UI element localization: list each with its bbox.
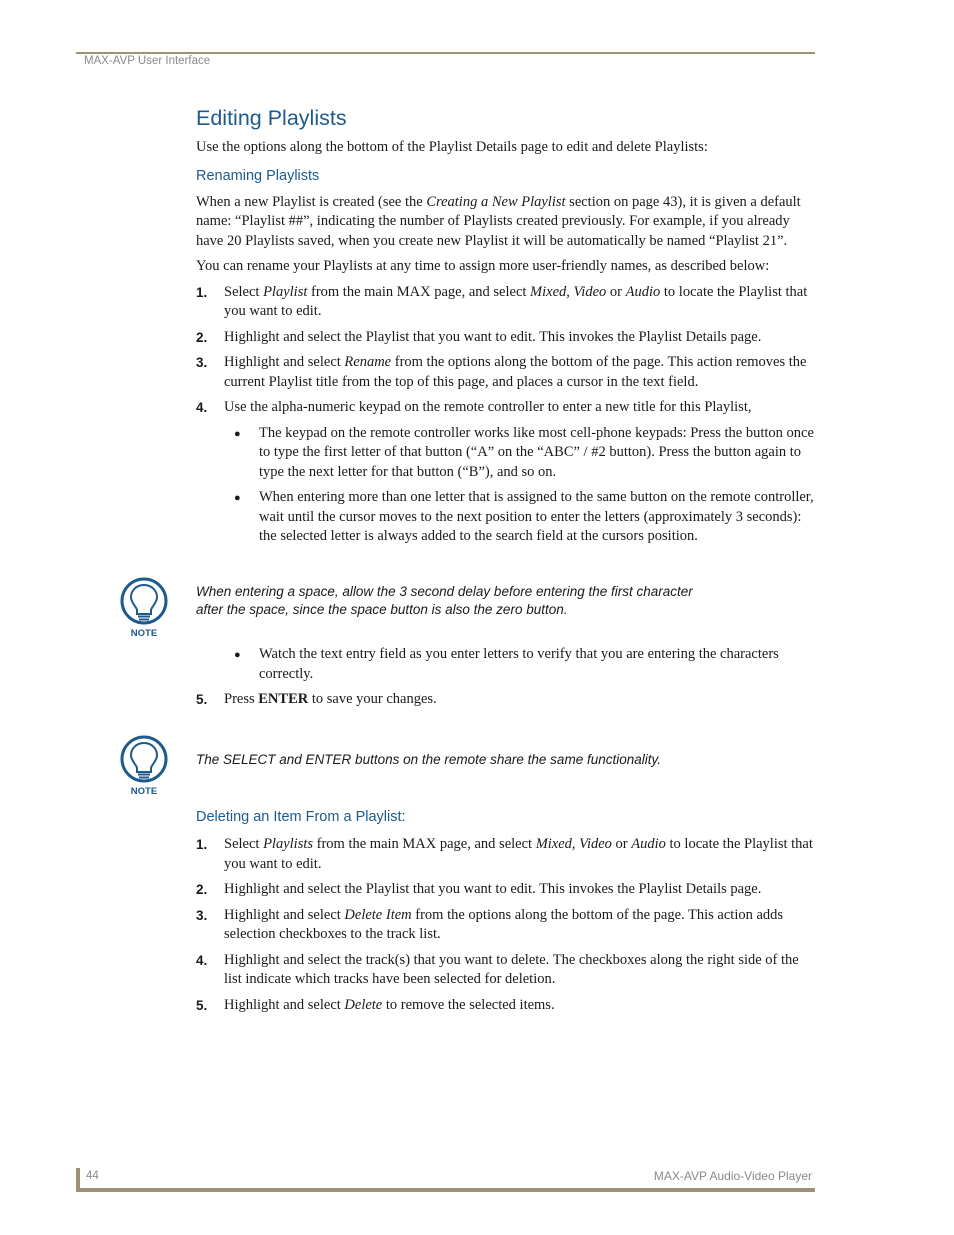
delete-step-2: 2. Highlight and select the Playlist that you want to edit. This invokes the Playlist Details page. [196,881,762,897]
heading-deleting: Deleting an Item From a Playlist: [196,809,406,825]
rename-step-2: 2. Highlight and select the Playlist that you want to edit. This invokes the Playlist Details page. [196,328,762,345]
list-item: ● The keypad on the remote controller works like most cell-phone keypads: Press the button once to type the first letter of that button (“A” on the “ABC” / #2 button). Press the button again to type the next letter for that button (“B”), and so on. [234,424,816,483]
page-number: 44 [86,1170,99,1182]
header-rule [76,52,815,54]
note-label: NOTE [130,628,158,639]
renaming-paragraph-1: When a new Playlist is created (see the Creating a New Playlist section on page 43), it is given a default name: “Playlist ##”, indicating the number of Playlists created previously. For example, if you already have 20 Playlists saved, when you create new Playlist it will be automatically be named “Playlist 21”. [196,193,801,249]
note-1-text: When entering a space, allow the 3 second delay before entering the first character after the space, since the space button is also the zero button. [196,584,693,617]
deleting-section [196,807,816,1015]
rename-step-5: 5. Press ENTER to save your changes. [196,691,437,707]
rename-step-3: 3. Highlight and select Rename from the options along the bottom of the page. This action removes the current Playlist title from the top of this page, and places a cursor in the text field. [196,354,807,390]
note-label: NOTE [130,786,158,797]
rename-step-4: 4. Use the alpha-numeric keypad on the remote controller to enter a new title for this Playlist, [196,399,752,415]
bullet-icon: ● [234,427,241,440]
intro-paragraph: Use the options along the bottom of the Playlist Details page to edit and delete Playlists: [196,139,708,155]
delete-step-1: 1. Select Playlists from the main MAX page, and select Mixed, Video or Audio to locate the Playlist that you want to edit. [196,836,813,872]
delete-step-5: 5. Highlight and select Delete to remove the selected items. [196,996,555,1013]
bullet-icon: ● [234,649,241,661]
list-item: ● Watch the text entry field as you enter letters to verify that you are entering the characters correctly. [234,645,816,684]
note-2-text: The SELECT and ENTER buttons on the remote share the same functionality. [196,752,661,767]
running-header: MAX-AVP User Interface [84,55,211,67]
footer-rule [76,1188,815,1192]
main-content [196,104,816,547]
continued-content [196,645,816,710]
rename-step-1: 1. Select Playlist from the main MAX page, and select Mixed, Video or Audio to locate the Playlist that you want to edit. [196,283,808,319]
heading-renaming: Renaming Playlists [196,167,320,184]
note-lightbulb-icon [117,577,171,639]
delete-step-3: 3. Highlight and select Delete Item from the options along the bottom of the page. This action adds selection checkboxes to the track list. [196,906,784,942]
page-title: Editing Playlists [196,106,347,130]
running-footer: MAX-AVP Audio-Video Player [653,1169,812,1183]
note-lightbulb-icon [117,735,171,797]
list-item: ● When entering more than one letter that is assigned to the same button on the remote controller, wait until the cursor moves to the next position to enter the letters (approximately 3 seconds): the selected letter is always added to the search field at the cursors position. [234,488,816,547]
bullet-icon: ● [234,492,241,504]
delete-step-4: 4. Highlight and select the track(s) that you want to delete. The checkboxes along the right side of the list indicate which tracks have been selected for deletion. [196,951,799,987]
renaming-paragraph-2: You can rename your Playlists at any time to assign more user-friendly names, as described below: [196,258,770,274]
